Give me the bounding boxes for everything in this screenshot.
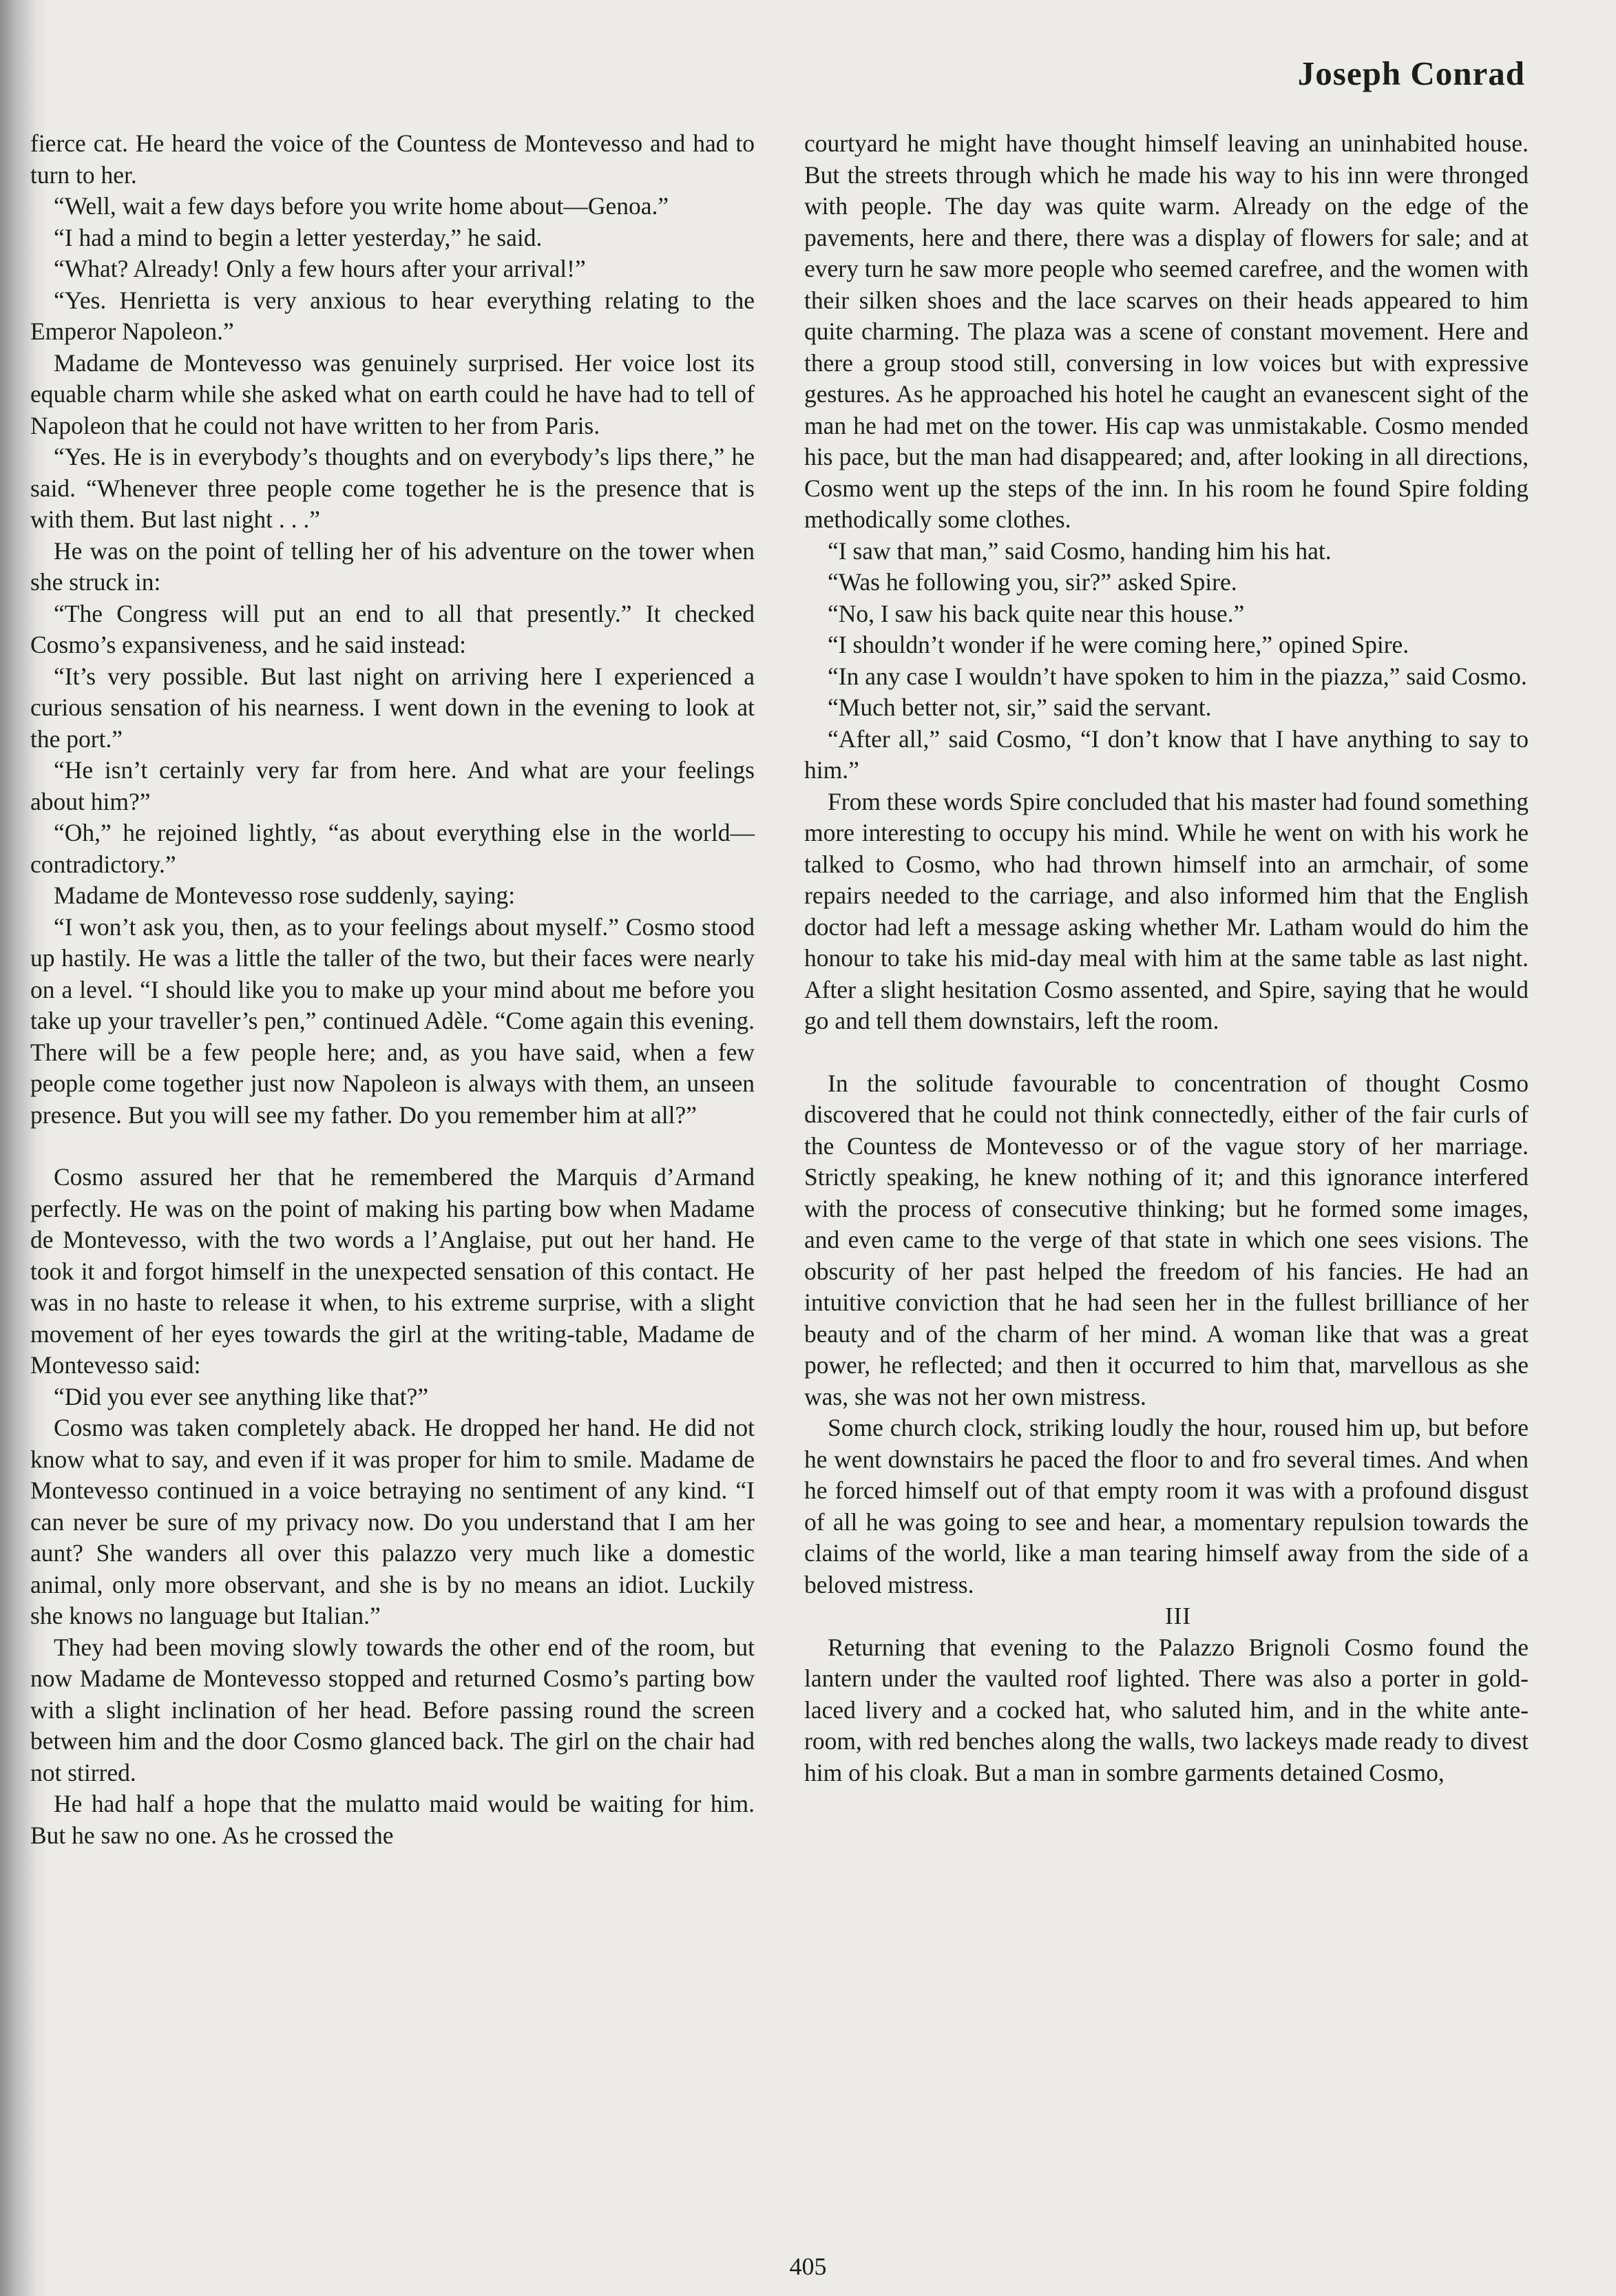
paragraph: Madame de Montevesso was genuinely surprised. Her voice lost its equable charm while she asked what on earth could he have had to tell of Napoleon that he could not have written to her from Paris. bbox=[30, 348, 755, 439]
paragraph: “Much better not, sir,” said the servant. bbox=[828, 693, 1212, 721]
running-head: Joseph Conrad bbox=[1297, 54, 1525, 92]
paragraph: Cosmo assured her that he remembered the Marquis d’Armand perfectly. He was on the point of making his parting bow when Madame de Montevesso, with the two words a l’Anglaise, put out her hand. He took it and forgot himself in the unexpected sensation of this contact. He was in no haste to release it when, to his extreme surprise, with a slight movement of her eyes towards the girl at the writing-table, Madame de Montevesso said: bbox=[30, 1163, 755, 1379]
paragraph: He was on the point of telling her of his adventure on the tower when she struck in: bbox=[30, 536, 755, 596]
paragraph: “After all,” said Cosmo, “I don’t know that I have anything to say to him.” bbox=[804, 724, 1529, 784]
paragraph: Madame de Montevesso rose suddenly, saying: bbox=[54, 881, 516, 909]
paragraph: “Well, wait a few days before you write home about—Genoa.” bbox=[54, 192, 669, 220]
paragraph: “The Congress will put an end to all that presently.” It checked Cosmo’s expansiveness, and he said instead: bbox=[30, 599, 755, 658]
paragraph: “I shouldn’t wonder if he were coming here,” opined Spire. bbox=[828, 631, 1409, 658]
page-number: 405 bbox=[789, 2253, 827, 2280]
right-column bbox=[804, 128, 1529, 1788]
paragraph: “What? Already! Only a few hours after your arrival!” bbox=[54, 255, 586, 282]
paragraph: fierce cat. He heard the voice of the Countess de Montevesso and had to turn to her. bbox=[30, 129, 755, 189]
section-heading: III bbox=[1165, 1603, 1191, 1629]
paragraph: Returning that evening to the Palazzo Brignoli Cosmo found the lantern under the vaulted roof lighted. There was also a porter in gold-laced livery and a cocked hat, who saluted him, and in the white ante-room, with red benches along the walls, two lackeys made ready to divest him of his cloak. But a man in sombre garments detained Cosmo, bbox=[804, 1633, 1529, 1786]
paragraph: “It’s very possible. But last night on arriving here I experienced a curious sensation of his nearness. I went down in the evening to look at the port.” bbox=[30, 662, 755, 753]
paragraph: In the solitude favourable to concentration of thought Cosmo discovered that he could not think connectedly, either of the fair curls of the Countess de Montevesso or of the vague story of her marriage. Strictly speaking, he knew nothing of it; and this ignorance interfered with the process of consecutive thinking; but he formed some images, and even came to the verge of that state in which one sees visions. The obscurity of her past helped the freedom of his fancies. He had an intuitive conviction that he had seen her in the fullest brilliance of her beauty and of the charm of her mind. A woman like that was a great power, he reflected; and then it occurred to him that, marvellous as she was, she was not her own mistress. bbox=[804, 1069, 1529, 1410]
paragraph: “In any case I wouldn’t have spoken to him in the piazza,” said Cosmo. bbox=[828, 662, 1527, 690]
paragraph: Some church clock, striking loudly the hour, roused him up, but before he went downstairs he paced the floor to and fro several times. And when he forced himself out of that empty room it was with a profound disgust of all he was going to see and hear, a momentary repulsion towards the claims of the world, like a man tearing himself away from the side of a beloved mistress. bbox=[804, 1414, 1529, 1598]
paragraph: Cosmo was taken completely aback. He dropped her hand. He did not know what to say, and even if it was proper for him to smile. Madame de Montevesso continued in a voice betraying no sentiment of any kind. “I can never be sure of my privacy now. Do you understand that I am her aunt? She wanders all over this palazzo very much like a domestic animal, only more observant, and she is by no means an idiot. Luckily she knows no language but Italian.” bbox=[30, 1414, 755, 1629]
paragraph: “Yes. He is in everybody’s thoughts and on everybody’s lips there,” he said. “Whenever three people come together he is the presence that is with them. But last night . . .” bbox=[30, 443, 755, 533]
left-column bbox=[30, 128, 755, 1851]
paragraph: “Yes. Henrietta is very anxious to hear everything relating to the Emperor Napoleon.” bbox=[30, 286, 755, 345]
paragraph: “I had a mind to begin a letter yesterday,” he said. bbox=[54, 223, 543, 251]
paragraph: “I saw that man,” said Cosmo, handing him his hat. bbox=[828, 536, 1332, 565]
paragraph: “Oh,” he rejoined lightly, “as about everything else in the world—contradictory.” bbox=[30, 819, 755, 878]
paragraph: “I won’t ask you, then, as to your feelings about myself.” Cosmo stood up hastily. He was a little the taller of the two, but their faces were nearly on a level. “I should like you to make up your mind about me before you take up your traveller’s pen,” continued Adèle. “Come again this evening. There will be a few people here; and, as you have said, when a few people come together just now Napoleon is always with them, an unseen presence. But you will see my father. Do you remember him at all?” bbox=[30, 912, 755, 1129]
paragraph: They had been moving slowly towards the other end of the room, but now Madame de Montevesso stopped and returned Cosmo’s parting bow with a slight inclination of her head. Before passing round the screen between him and the door Cosmo glanced back. The girl on the chair had not stirred. bbox=[30, 1633, 755, 1786]
paragraph: courtyard he might have thought himself leaving an uninhabited house. But the streets through which he made his way to his inn were thronged with people. The day was quite warm. Already on the edge of the pavements, here and there, there was a display of flowers for sale; and at every turn he saw more people who seemed carefree, and the women with their silken shoes and the lace scarves on their heads appeared to him quite charming. The plaza was a scene of constant movement. Here and there a group stood still, conversing in low voices but with expressive gestures. As he approached his hotel he caught an evanescent sight of the man he had met on the tower. His cap was unmistakable. Cosmo mended his pace, but the man had disappeared; and, after looking in all directions, Cosmo went up the steps of the inn. In his room he found Spire folding methodically some clothes. bbox=[804, 129, 1529, 533]
paragraph: “He isn’t certainly very far from here. And what are your feelings about him?” bbox=[30, 756, 755, 815]
paragraph: He had half a hope that the mulatto maid would be waiting for him. But he saw no one. As he crossed the bbox=[30, 1790, 755, 1849]
paragraph: “Did you ever see anything like that?” bbox=[54, 1382, 429, 1410]
paragraph: “Was he following you, sir?” asked Spire. bbox=[828, 568, 1237, 596]
paragraph: “No, I saw his back quite near this house.” bbox=[828, 599, 1245, 627]
paragraph: From these words Spire concluded that his master had found something more interesting to occupy his mind. While he went on with his work he talked to Cosmo, who had thrown himself into an armchair, of some repairs needed to the carriage, and also informed him that the English doctor had left a message asking whether Mr. Latham would do him the honour to take his mid-day meal with him at the same table as last night. After a slight hesitation Cosmo assented, and Spire, saying that he would go and tell them downstairs, left the room. bbox=[804, 787, 1529, 1034]
